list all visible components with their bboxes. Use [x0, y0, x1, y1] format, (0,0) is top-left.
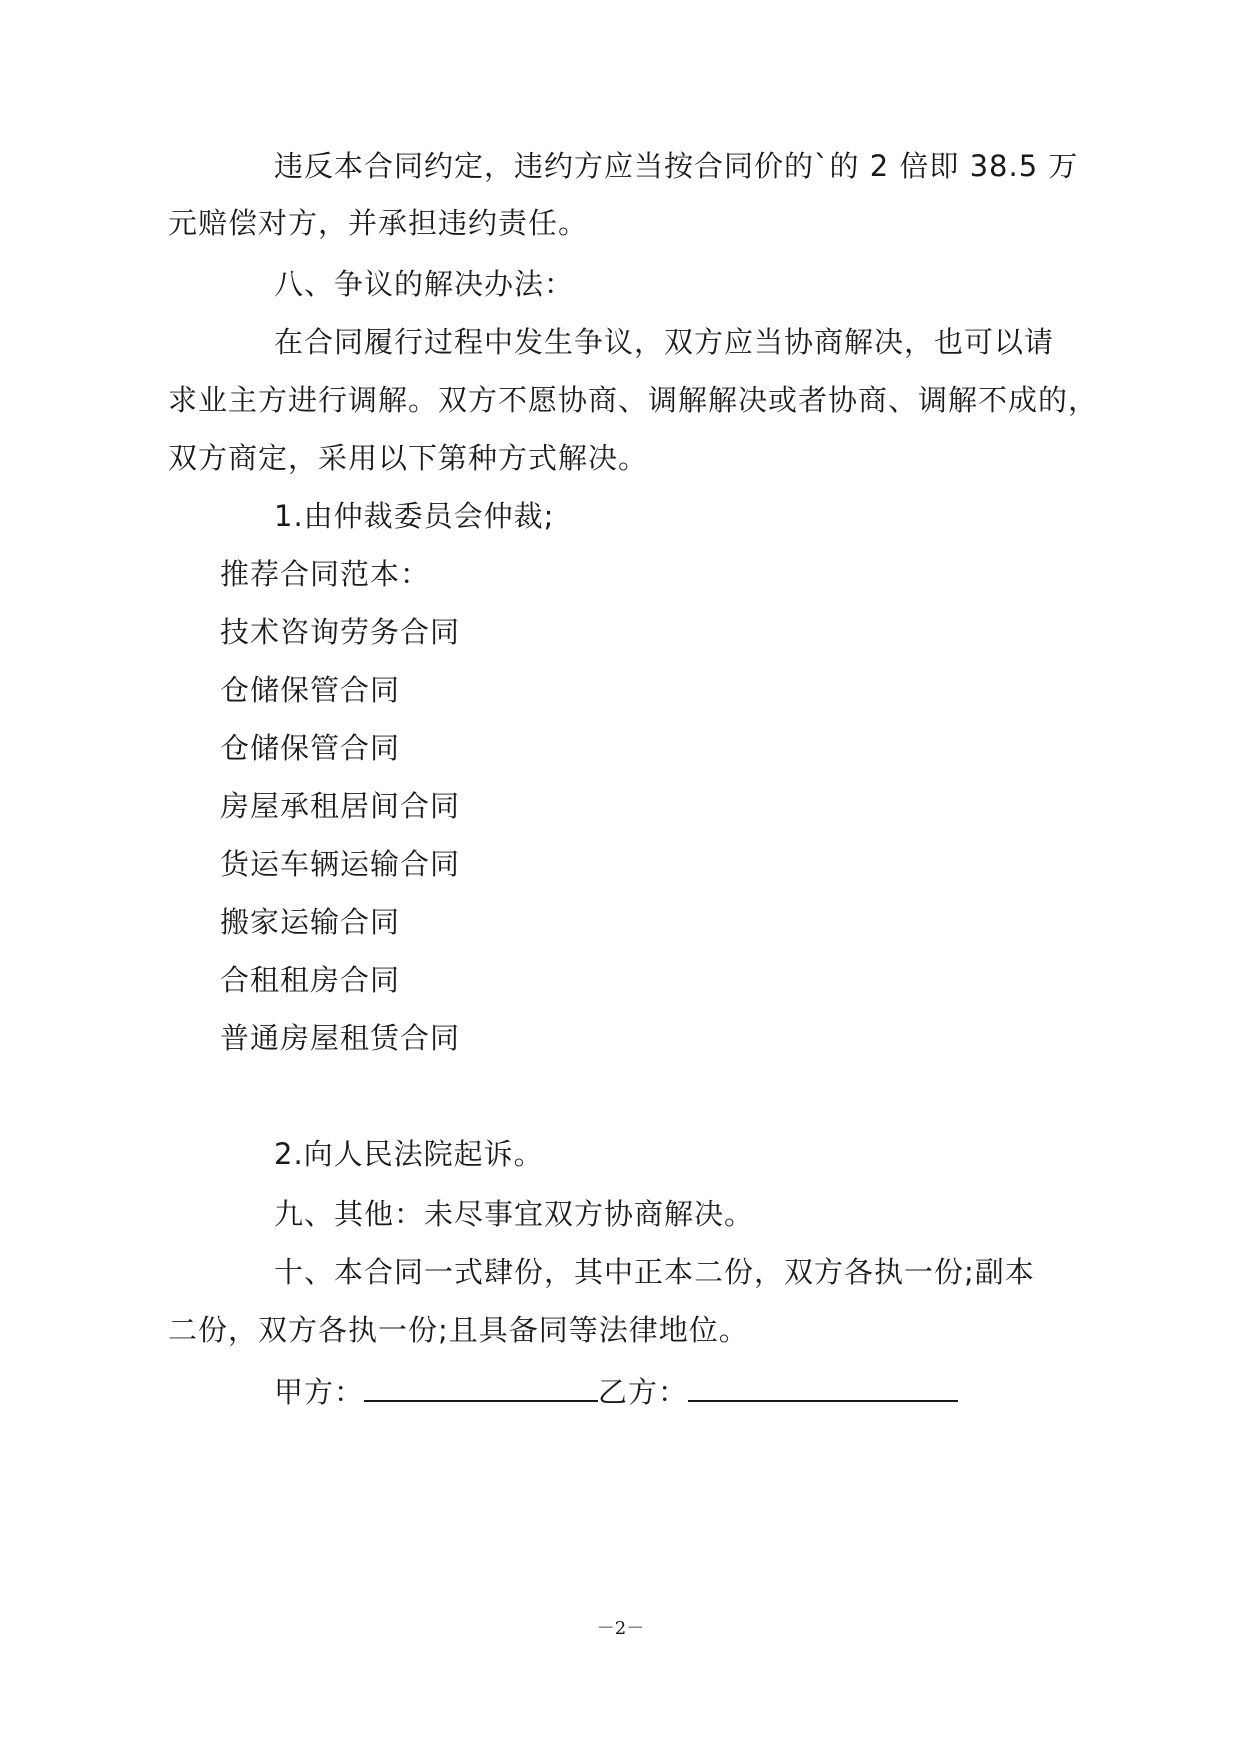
party-a-label: 甲方：: [274, 1375, 365, 1409]
section-8-body-line-3: 双方商定，采用以下第种方式解决。: [168, 441, 649, 475]
recommended-item[interactable]: 普通房屋租赁合同: [220, 1021, 461, 1055]
section-8-body-line-1: 在合同履行过程中发生争议，双方应当协商解决，也可以请: [274, 325, 1055, 359]
recommended-item[interactable]: 房屋承租居间合同: [220, 789, 461, 823]
recommended-item[interactable]: 合租租房合同: [220, 963, 401, 997]
recommended-item[interactable]: 仓储保管合同: [220, 673, 401, 707]
recommended-item[interactable]: 货运车辆运输合同: [220, 847, 461, 881]
section-10-line-2: 二份，双方各执一份;且具备同等法律地位。: [168, 1313, 749, 1347]
page-number: －2－: [596, 1618, 645, 1639]
party-b-label: 乙方：: [598, 1375, 689, 1409]
penalty-clause-line-1: 违反本合同约定，违约方应当按合同价的`的 2 倍即 38.5 万: [274, 149, 1079, 183]
section-9: 九、其他：未尽事宜双方协商解决。: [274, 1197, 755, 1231]
signature-line: [274, 1370, 958, 1412]
option-1-arbitration: 1.由仲裁委员会仲裁;: [274, 499, 555, 533]
recommended-heading: 推荐合同范本：: [220, 557, 431, 591]
recommended-item[interactable]: 搬家运输合同: [220, 905, 401, 939]
recommended-item[interactable]: 仓储保管合同: [220, 731, 401, 765]
section-8-body-line-2: 求业主方进行调解。双方不愿协商、调解解决或者协商、调解不成的，: [168, 383, 1099, 417]
section-10-line-1: 十、本合同一式肆份，其中正本二份，双方各执一份;副本: [274, 1255, 1035, 1289]
party-a-signature-blank[interactable]: [364, 1370, 598, 1402]
party-b-signature-blank[interactable]: [688, 1370, 958, 1402]
option-2-court: 2.向人民法院起诉。: [274, 1137, 544, 1171]
section-8-heading: 八、争议的解决办法：: [274, 267, 575, 301]
penalty-clause-line-2: 元赔偿对方，并承担违约责任。: [168, 206, 589, 240]
recommended-item[interactable]: 技术咨询劳务合同: [220, 615, 461, 649]
